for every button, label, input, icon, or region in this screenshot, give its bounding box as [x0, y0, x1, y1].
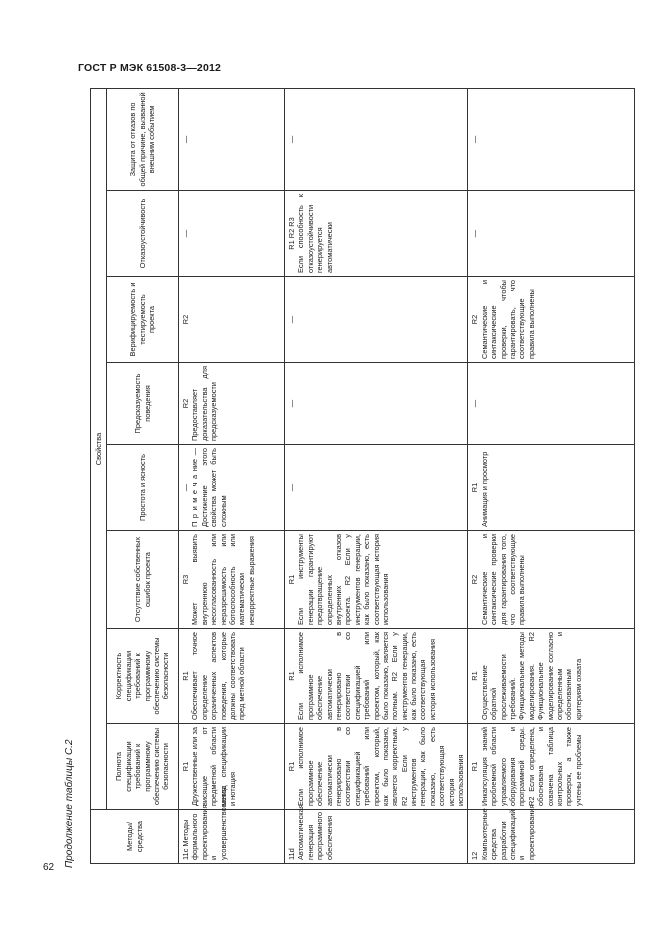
column-header-property: Простота и ясность: [107, 445, 179, 531]
rating-label: R2: [470, 574, 480, 585]
cell-text: Осуществление обратной прослеживаемости требований. Функциональные методы моделирования. R2 Функциональное моделирование согласно определенным и обоснованным критериям охвата: [479, 632, 583, 720]
cell-text: Дружественные или за висящие от предметной области метод спецификации и нотация: [190, 727, 237, 806]
property-cell: [285, 277, 468, 363]
table-body: [179, 88, 635, 863]
rating-label: R1: [181, 761, 190, 772]
cell-text: Если инструменты генерации гарантируют предотвращение определенных внутренних отказов проекта. R2 Если у инструментов генерации, как было показано, есть соответствующая история использования: [296, 534, 390, 625]
rating-label: R1: [287, 761, 296, 772]
column-header-property: Отказоустойчивость: [107, 191, 179, 277]
property-cell: [285, 445, 468, 531]
rating-label: R1 R2 R3: [287, 217, 296, 250]
property-cell: [285, 724, 468, 810]
property-cell: [179, 445, 285, 531]
document-header: ГОСТ Р МЭК 61508-3—2012: [78, 62, 222, 74]
property-cell: [468, 724, 635, 810]
column-header-method: Методы/ средства: [91, 810, 179, 864]
property-cell: [285, 363, 468, 445]
property-cell: [468, 629, 635, 724]
rating-label: R1: [470, 671, 480, 681]
column-header-property: Отсутствие собственных ошибок проекта: [107, 531, 179, 629]
rotated-table-wrapper: [90, 89, 633, 864]
rating-label: —: [470, 135, 480, 144]
property-cell: [179, 531, 285, 629]
property-cell: [468, 445, 635, 531]
rating-label: —: [470, 399, 480, 408]
column-header-property: Верифицируемость и тестируемость проекта: [107, 277, 179, 363]
cell-text: Может выявить внутреннюю несогласованность или неразрешимость или ботоспособность или математически некорректные выражения: [190, 534, 256, 625]
property-cell: [468, 191, 635, 277]
page-number: 62: [43, 862, 55, 873]
rating-label: —: [287, 483, 296, 492]
rating-label: —: [287, 135, 296, 144]
property-cell: [468, 88, 635, 190]
cell-text: Если исполнимое программное обеспечение автоматически генерировано в соответствии со спецификацией требований или проектом, который, как было показано, является полным. R2 Если у инструментов генерации, как было показано, есть соответствующая история использования: [296, 632, 437, 720]
cell-text: Инкапсуляция знаний проблемной области управляемого оборудования и программной среды. R2 Если определена, обоснована и охвачена таблица контрольных проверок, а также учтены ее проблемы: [479, 727, 583, 806]
rating-label: R1: [181, 671, 190, 681]
cell-text: Если исполнимое программное обеспечение автоматически генерировано в соответствии со спецификацией требований или проектом, который, как было показано, является корректным. R2 Если у инструментов генерации, как было показано, есть соответствующая история использования: [296, 727, 466, 806]
property-cell: [179, 277, 285, 363]
cell-text: П р и м е ч а ние — Достижение этого свойства может быть сложным: [190, 448, 228, 527]
cell-text: Предоставляет доказательства для предсказуемости: [190, 366, 219, 441]
rating-label: R2: [470, 314, 480, 325]
property-cell: [285, 191, 468, 277]
table-column-header-row: [107, 88, 179, 863]
rating-label: —: [287, 399, 296, 408]
rating-label: —: [181, 135, 190, 144]
rating-label: R2: [181, 314, 190, 325]
rating-label: R3: [181, 574, 190, 585]
column-header-property: Полнота спецификации требований к программному обеспечению системы безопасности: [107, 724, 179, 810]
properties-group-header: Свойства: [91, 88, 107, 809]
rating-label: —: [181, 483, 190, 492]
property-cell: [179, 88, 285, 190]
rating-label: R1: [470, 482, 480, 493]
property-cell: [179, 724, 285, 810]
column-header-property: Корректность спецификации требований к программному обеспечению системы безопасности: [107, 629, 179, 724]
property-cell: [179, 363, 285, 445]
property-cell: [468, 531, 635, 629]
method-cell: 11с Методы формального проектирования и усовершенствования: [179, 810, 285, 864]
table-caption: Продолжение таблицы C.2: [64, 739, 75, 868]
cell-text: Если способность к отказоустойчивости генерируется автоматически: [296, 194, 334, 273]
cell-text: Обеспечивает точное определение ограниченных аспектов поведения, которые должны соответствовать пред метной области: [190, 632, 247, 720]
cell-text: Анимация и просмотр: [479, 451, 489, 527]
table-row: [285, 88, 468, 863]
column-header-property: Защита от отказов по общей причине, вызванной внешним событием: [107, 88, 179, 190]
methods-properties-table: [90, 88, 635, 864]
rating-label: R1: [470, 761, 480, 772]
column-header-property: Предсказуемость поведения: [107, 363, 179, 445]
rating-label: R1: [287, 671, 296, 681]
rating-label: —: [470, 229, 480, 238]
cell-text: Семантические и синтаксические проверки, чтобы гарантировать, что соответствующие правила выполнены: [479, 280, 536, 359]
rating-label: R1: [287, 574, 296, 585]
method-cell: 12 Компьютерные средства разработки спецификаций и проектирования: [468, 810, 635, 864]
property-cell: [468, 277, 635, 363]
method-cell: 11d Автоматическая генерация программного обеспечения: [285, 810, 468, 864]
cell-text: Семантические и синтаксические проверки для гарантирования того, что соответствующие правила выполнены: [479, 534, 527, 625]
property-cell: [468, 363, 635, 445]
table-row: [179, 88, 285, 863]
rating-label: —: [181, 229, 190, 238]
property-cell: [285, 531, 468, 629]
table-row: [468, 88, 635, 863]
property-cell: [179, 629, 285, 724]
property-cell: [285, 88, 468, 190]
table-group-header-row: [91, 88, 107, 863]
rating-label: —: [287, 315, 296, 324]
property-cell: [179, 191, 285, 277]
rating-label: R2: [181, 398, 190, 409]
property-cell: [285, 629, 468, 724]
